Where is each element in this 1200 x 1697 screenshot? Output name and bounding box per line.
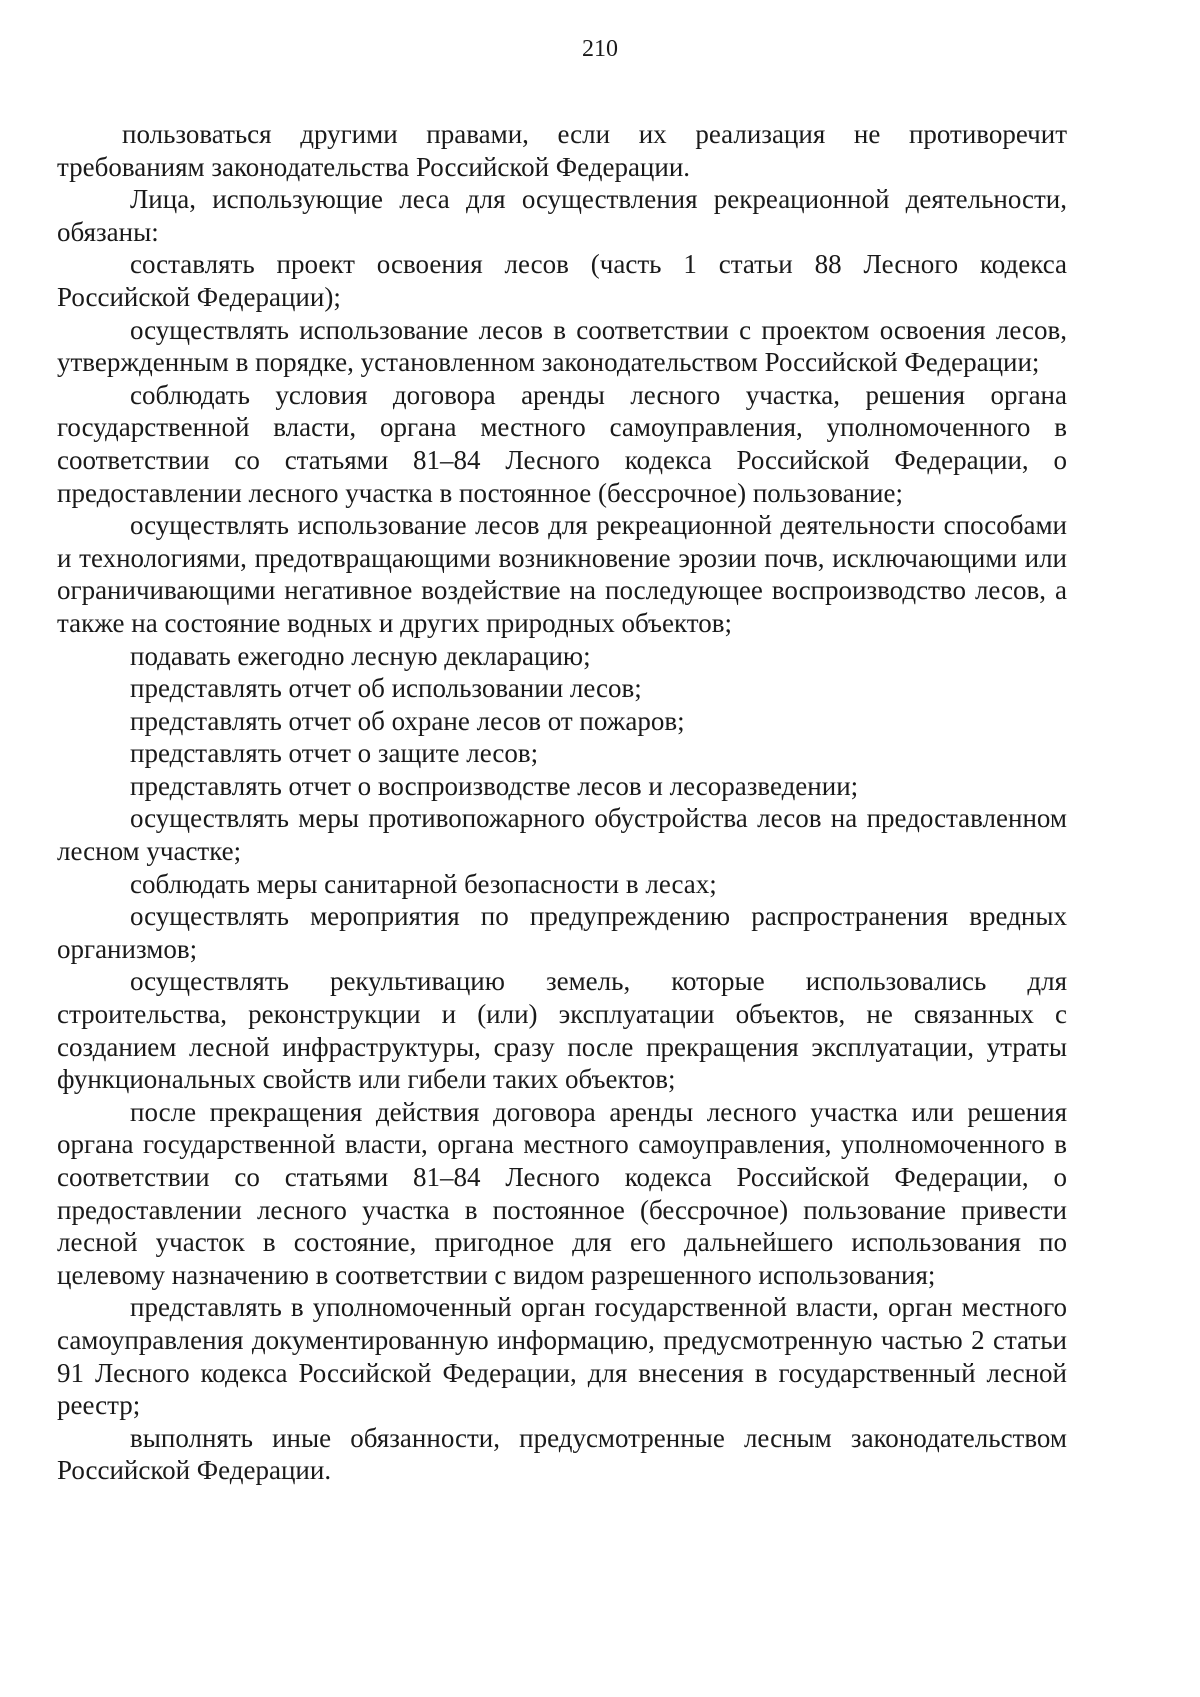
list-item-usage-report: представлять отчет об использовании лесов; (130, 673, 642, 704)
list-item-use-per-project: осуществлять использование лесов в соответствии с проектом освоения лесов, утвержденным в порядке, установленном законодательством Российской Федерации; (57, 314, 1067, 378)
list-item-protection-report: представлять отчет о защите лесов; (130, 738, 539, 769)
document-body (57, 118, 1067, 1487)
list-item-forest-declaration: подавать ежегодно лесную декларацию; (130, 640, 591, 671)
page-number: 210 (582, 36, 618, 62)
paragraph-continuation: пользоваться другими правами, если их реализация не противоречит требованиям законодательства Российской Федерации. (57, 119, 1067, 182)
list-item-other-duties: выполнять иные обязанности, предусмотренные лесным законодательством Российской Федерации. (57, 1422, 1067, 1486)
list-item-lease-conditions: соблюдать условия договора аренды лесного участка, решения органа государственной власти, органа местного самоуправления, уполномоченного в соответствии со статьями 81–84 Лесного кодекса Российской Федерации, о предоставлении лесного участка в постоянное (бессрочное) пользование; (57, 379, 1067, 508)
paragraph-obligations-intro: Лица, использующие леса для осуществления рекреационной деятельности, обязаны: (57, 184, 1067, 247)
list-item-erosion-prevention: осуществлять использование лесов для рекреационной деятельности способами и технологиями, предотвращающими возникновение эрозии почв, исключающими или ограничивающими негативное воздействие на последующее воспроизводство лесов, а также на состояние водных и других природных объектов; (57, 510, 1067, 638)
list-item-registry-information: представлять в уполномоченный орган государственной власти, орган местного самоуправления документированную информацию, предусмотренную частью 2 статьи 91 Лесного кодекса Российской Федерации, для внесения в государственный лесной реестр; (57, 1292, 1067, 1421)
list-item-plot-restoration: после прекращения действия договора аренды лесного участка или решения органа государственной власти, органа местного самоуправления, уполномоченного в соответствии со статьями 81–84 Лесного кодекса Российской Федерации, о предоставлении лесного участка в постоянное (бессрочное) пользование привести лесной участок в состояние, пригодное для его дальнейшего использования по целевому назначению в соответствии с видом разрешенного использования; (57, 1096, 1067, 1290)
list-item-fire-protection-report: представлять отчет об охране лесов от пожаров; (130, 705, 685, 736)
list-item-sanitary-safety: соблюдать меры санитарной безопасности в лесах; (130, 868, 717, 899)
list-item-land-recultivation: осуществлять рекультивацию земель, которые использовались для строительства, реконструкции и (или) эксплуатации объектов, не связанных с созданием лесной инфраструктуры, сразу после прекращения эксплуатации, утраты функциональных свойств или гибели таких объектов; (57, 966, 1067, 1095)
list-item-fire-prevention-measures: осуществлять меры противопожарного обустройства лесов на предоставленном лесном участке; (57, 803, 1067, 867)
list-item-reproduction-report: представлять отчет о воспроизводстве лесов и лесоразведении; (130, 770, 859, 801)
list-item-harmful-organisms: осуществлять мероприятия по предупреждению распространения вредных организмов; (57, 901, 1067, 964)
list-item-forest-project: составлять проект освоения лесов (часть 1 статьи 88 Лесного кодекса Российской Федерации); (57, 249, 1067, 312)
